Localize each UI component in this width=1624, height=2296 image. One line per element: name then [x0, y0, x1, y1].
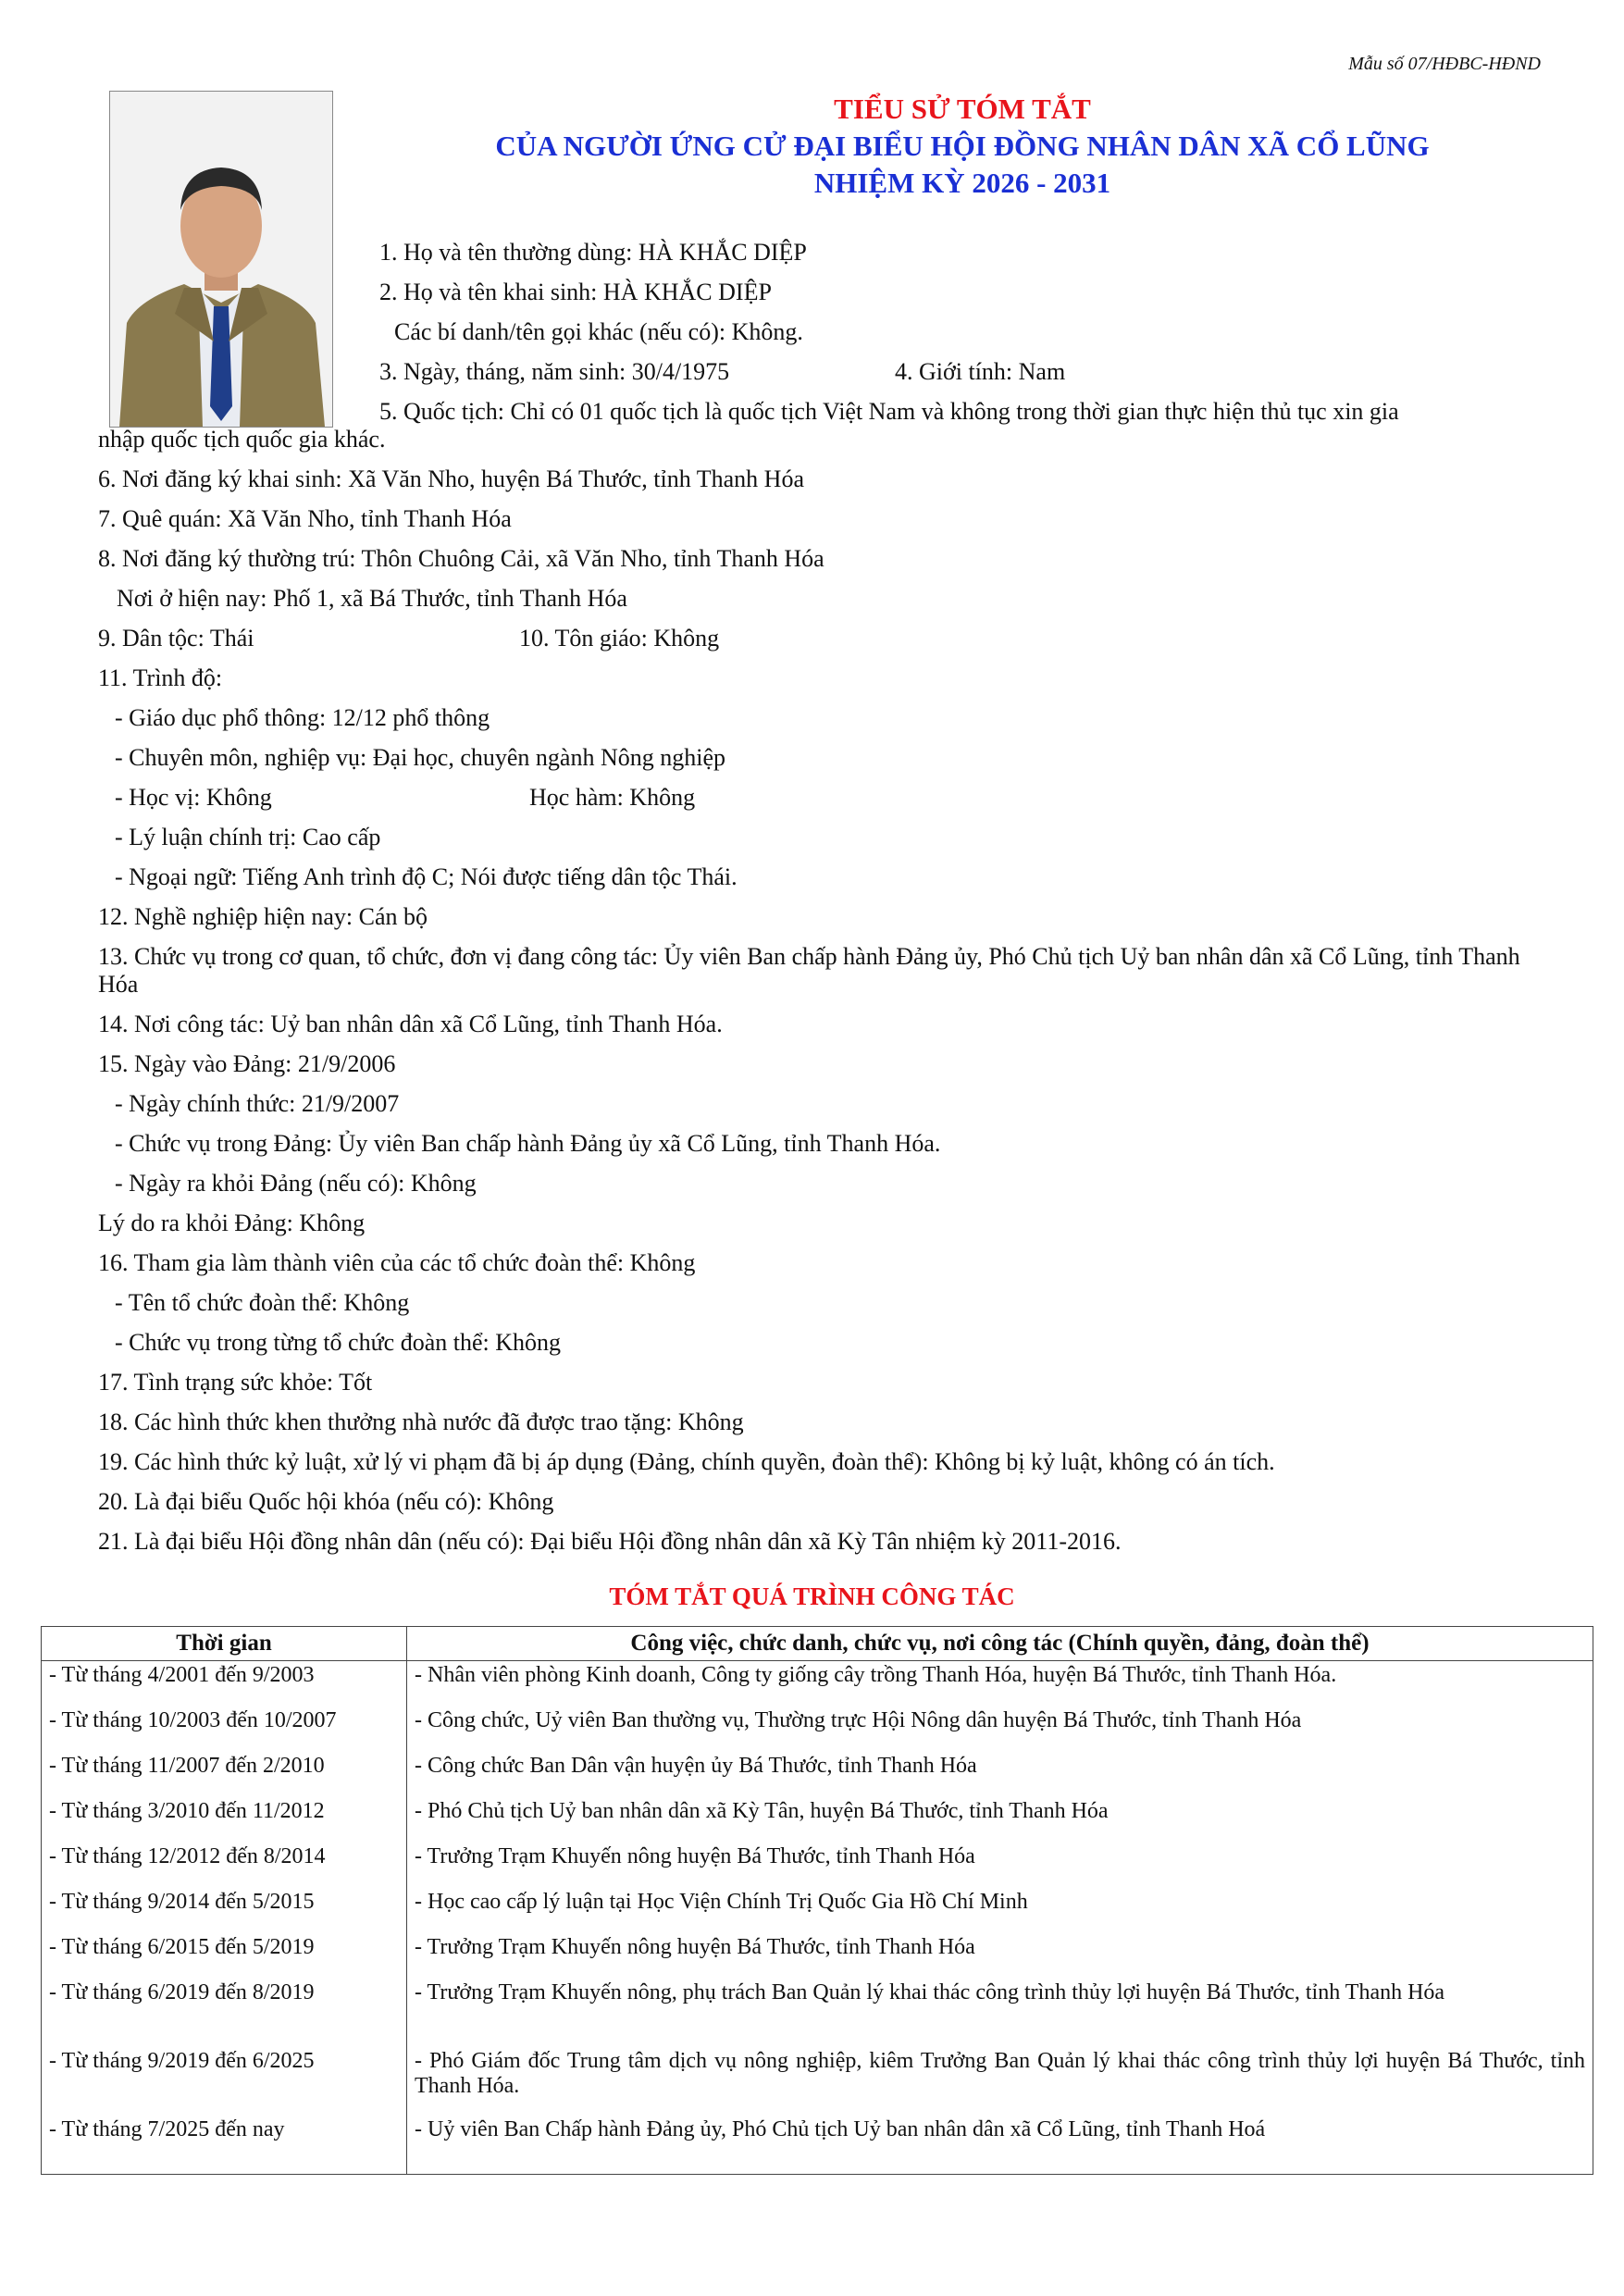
field-council-delegate: 21. Là đại biểu Hội đồng nhân dân (nếu có): Đại biểu Hội đồng nhân dân xã Kỳ Tân nhiệm kỳ 2011-2016. [98, 1528, 1122, 1555]
time-cell: - Từ tháng 6/2019 đến 8/2019 [42, 1979, 407, 2047]
field-academic-degree: - Học vị: Không [115, 784, 272, 811]
field-foreign-language: - Ngoại ngữ: Tiếng Anh trình độ C; Nói được tiếng dân tộc Thái. [115, 863, 738, 890]
job-cell: - Công chức Ban Dân vận huyện ủy Bá Thước, tỉnh Thanh Hóa [415, 1753, 977, 1778]
field-general-education: - Giáo dục phổ thông: 12/12 phổ thông [115, 704, 490, 731]
portrait-photo [109, 91, 333, 428]
table-row [42, 1888, 1593, 1933]
field-occupation: 12. Nghề nghiệp hiện nay: Cán bộ [98, 903, 428, 930]
job-cell: - Trưởng Trạm Khuyến nông huyện Bá Thước, tỉnh Thanh Hóa [415, 1843, 975, 1868]
job-cell: - Trưởng Trạm Khuyến nông huyện Bá Thước, tỉnh Thanh Hóa [415, 1934, 975, 1959]
work-history-title: TÓM TẮT QUÁ TRÌNH CÔNG TÁC [609, 1582, 1015, 1610]
time-cell: - Từ tháng 12/2012 đến 8/2014 [42, 1843, 407, 1888]
field-birth-name: 2. Họ và tên khai sinh: HÀ KHẮC DIỆP [379, 279, 772, 305]
job-cell: - Nhân viên phòng Kinh doanh, Công ty giống cây trồng Thanh Hóa, huyện Bá Thước, tỉnh Thanh Hóa. [415, 1663, 1337, 1687]
table-row [42, 1843, 1593, 1888]
field-hometown: 7. Quê quán: Xã Văn Nho, tỉnh Thanh Hóa [98, 505, 512, 532]
field-nationality: 5. Quốc tịch: Chỉ có 01 quốc tịch là quốc tịch Việt Nam và không trong thời gian thực hiện thủ tục xin gia [379, 398, 1399, 425]
field-education-heading: 11. Trình độ: [98, 664, 223, 691]
field-religion: 10. Tôn giáo: Không [519, 625, 720, 652]
job-cell: - Công chức, Uỷ viên Ban thường vụ, Thường trực Hội Nông dân huyện Bá Thước, tỉnh Thanh Hóa [415, 1707, 1302, 1732]
field-specialization: - Chuyên môn, nghiệp vụ: Đại học, chuyên ngành Nông nghiệp [115, 744, 725, 771]
field-party-position: - Chức vụ trong Đảng: Ủy viên Ban chấp hành Đảng ủy xã Cổ Lũng, tỉnh Thanh Hóa. [115, 1130, 941, 1157]
field-aliases: Các bí danh/tên gọi khác (nếu có): Không. [394, 318, 803, 345]
table-row [42, 2116, 1593, 2175]
field-organization-position: - Chức vụ trong từng tổ chức đoàn thể: Không [115, 1329, 562, 1356]
field-birth-registration: 6. Nơi đăng ký khai sinh: Xã Văn Nho, huyện Bá Thước, tỉnh Thanh Hóa [98, 465, 804, 492]
job-cell: - Phó Chủ tịch Uỷ ban nhân dân xã Kỳ Tân, huyện Bá Thước, tỉnh Thanh Hóa [415, 1798, 1109, 1823]
field-discipline: 19. Các hình thức kỷ luật, xử lý vi phạm đã bị áp dụng (Đảng, chính quyền, đoàn thể): Không bị kỷ luật, không có án tích. [98, 1448, 1275, 1475]
table-row [42, 1933, 1593, 1979]
time-cell: - Từ tháng 3/2010 đến 11/2012 [42, 1797, 407, 1843]
field-party-official-date: - Ngày chính thức: 21/9/2007 [115, 1090, 400, 1117]
field-national-assembly: 20. Là đại biểu Quốc hội khóa (nếu có): Không [98, 1488, 554, 1515]
field-political-theory: - Lý luận chính trị: Cao cấp [115, 824, 381, 850]
time-cell: - Từ tháng 9/2014 đến 5/2015 [42, 1888, 407, 1933]
table-row [42, 1661, 1593, 1706]
time-cell: - Từ tháng 10/2003 đến 10/2007 [42, 1706, 407, 1752]
job-cell: - Học cao cấp lý luận tại Học Viện Chính Trị Quốc Gia Hồ Chí Minh [415, 1889, 1028, 1914]
field-ethnicity: 9. Dân tộc: Thái [98, 625, 254, 652]
table-row [42, 1797, 1593, 1843]
field-party-join-date: 15. Ngày vào Đảng: 21/9/2006 [98, 1050, 396, 1077]
table-row [42, 1979, 1593, 2047]
field-party-leave-reason: Lý do ra khỏi Đảng: Không [98, 1210, 366, 1236]
job-cell: - Uỷ viên Ban Chấp hành Đảng ủy, Phó Chủ tịch Uỷ ban nhân dân xã Cổ Lũng, tỉnh Thanh Hoá [415, 2116, 1266, 2141]
field-common-name: 1. Họ và tên thường dùng: HÀ KHẮC DIỆP [379, 239, 807, 266]
work-history-table [41, 1626, 1593, 2175]
table-row [42, 1752, 1593, 1797]
form-code: Mẫu số 07/HĐBC-HĐND [1348, 54, 1541, 74]
time-cell: - Từ tháng 11/2007 đến 2/2010 [42, 1752, 407, 1797]
header-job: Công việc, chức danh, chức vụ, nơi công tác (Chính quyền, đảng, đoàn thể) [407, 1627, 1593, 1661]
field-permanent-residence: 8. Nơi đăng ký thường trú: Thôn Chuông Cải, xã Văn Nho, tỉnh Thanh Hóa [98, 545, 824, 572]
term-title: NHIỆM KỲ 2026 - 2031 [813, 167, 1111, 199]
time-cell: - Từ tháng 7/2025 đến nay [42, 2116, 407, 2175]
field-current-residence: Nơi ở hiện nay: Phố 1, xã Bá Thước, tỉnh Thanh Hóa [117, 585, 627, 612]
field-position: 13. Chức vụ trong cơ quan, tổ chức, đơn vị đang công tác: Ủy viên Ban chấp hành Đảng ủy, Phó Chủ tịch Uỷ ban nhân dân xã Cổ Lũng, tỉnh Thanh Hóa [98, 943, 1520, 998]
time-cell: - Từ tháng 9/2019 đến 6/2025 [42, 2047, 407, 2116]
document-title: TIỂU SỬ TÓM TẮT [834, 93, 1091, 125]
field-organizations: 16. Tham gia làm thành viên của các tổ chức đoàn thể: Không [98, 1249, 696, 1276]
job-cell: - Phó Giám đốc Trung tâm dịch vụ nông nghiệp, kiêm Trưởng Ban Quản lý khai thác công trình thủy lợi huyện Bá Thước, tỉnh Thanh Hóa. [415, 2048, 1585, 2098]
field-organization-name: - Tên tổ chức đoàn thể: Không [115, 1289, 410, 1316]
table-row [42, 2047, 1593, 2116]
field-birth-date: 3. Ngày, tháng, năm sinh: 30/4/1975 [379, 358, 730, 385]
field-health: 17. Tình trạng sức khỏe: Tốt [98, 1369, 373, 1396]
job-cell: - Trưởng Trạm Khuyến nông, phụ trách Ban Quản lý khai thác công trình thủy lợi huyện Bá Thước, tỉnh Thanh Hóa [415, 1980, 1445, 2004]
portrait-image [110, 92, 332, 427]
field-workplace: 14. Nơi công tác: Uỷ ban nhân dân xã Cổ Lũng, tỉnh Thanh Hóa. [98, 1011, 723, 1037]
document-subtitle: CỦA NGƯỜI ỨNG CỬ ĐẠI BIỂU HỘI ĐỒNG NHÂN DÂN XÃ CỔ LŨNG [495, 130, 1430, 162]
field-awards: 18. Các hình thức khen thưởng nhà nước đã được trao tặng: Không [98, 1409, 744, 1435]
header-time: Thời gian [42, 1627, 407, 1661]
field-nationality-cont: nhập quốc tịch quốc gia khác. [98, 426, 386, 453]
field-academic-title: Học hàm: Không [529, 784, 696, 811]
title-block [370, 91, 1555, 202]
field-party-leave-date: - Ngày ra khỏi Đảng (nếu có): Không [115, 1170, 477, 1197]
table-row [42, 1706, 1593, 1752]
field-gender: 4. Giới tính: Nam [895, 358, 1066, 385]
time-cell: - Từ tháng 6/2015 đến 5/2019 [42, 1933, 407, 1979]
time-cell: - Từ tháng 4/2001 đến 9/2003 [42, 1661, 407, 1706]
